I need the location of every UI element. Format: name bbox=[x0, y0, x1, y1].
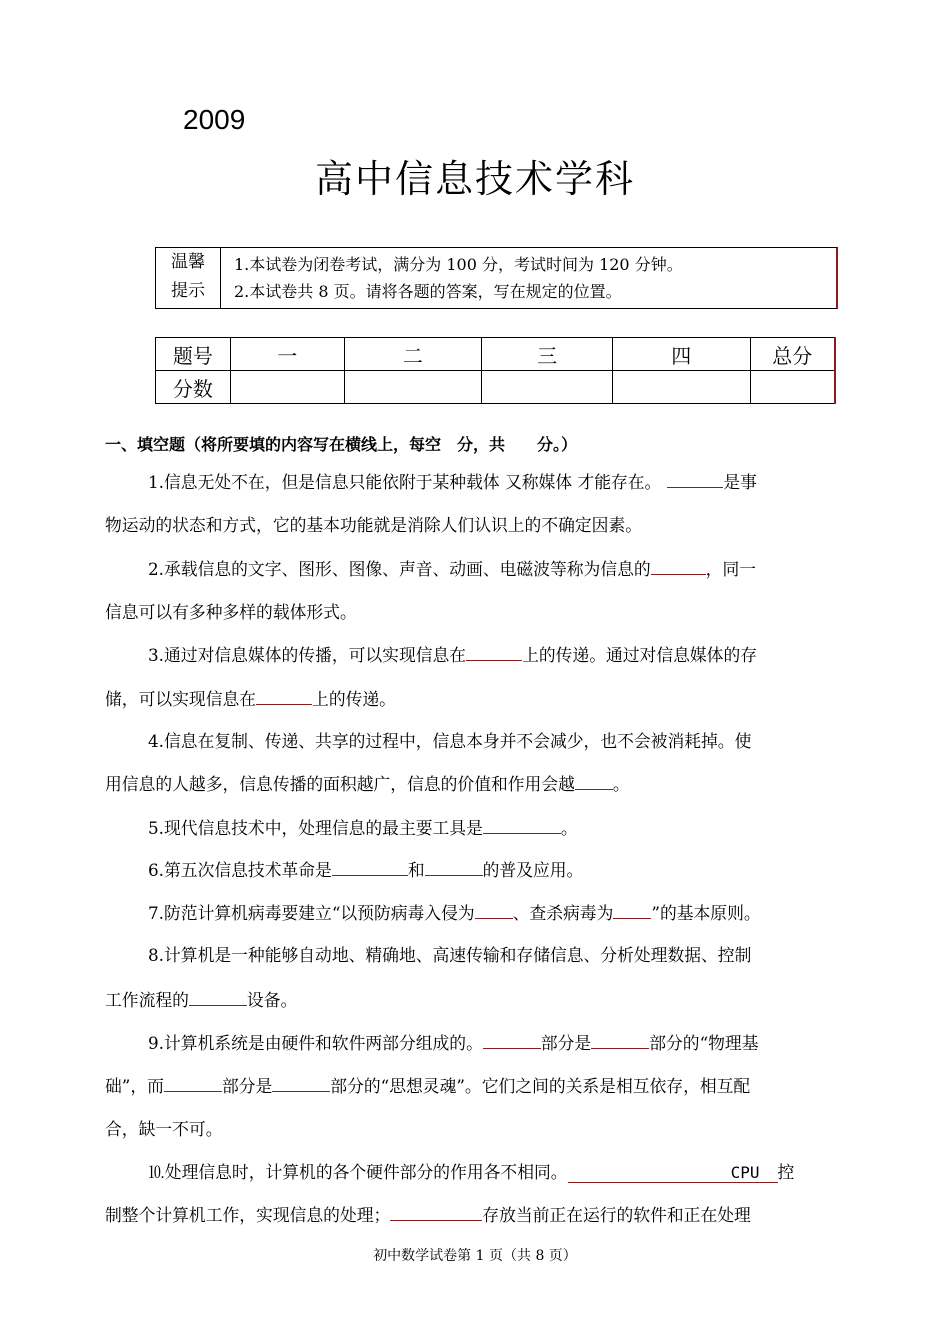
question-1-line1 bbox=[148, 469, 757, 493]
question-9-line3: 合，缺一不可。 bbox=[105, 1119, 223, 1139]
score-cell[interactable] bbox=[230, 371, 344, 404]
question-text: 存放当前正在运行的软件和正在处理 bbox=[482, 1205, 751, 1225]
question-9-line1 bbox=[148, 1030, 759, 1054]
question-text: 用信息的人越多，信息传播的面积越广，信息的价值和作用会越 bbox=[105, 774, 575, 794]
score-header-cell: 总分 bbox=[750, 338, 835, 371]
answer-blank[interactable] bbox=[667, 473, 723, 488]
score-row-label: 分数 bbox=[156, 371, 231, 404]
question-text: 部分是 bbox=[540, 1033, 592, 1053]
question-text: 和 bbox=[407, 860, 425, 880]
question-text: 础”，而 bbox=[105, 1076, 164, 1096]
question-9-line2 bbox=[105, 1073, 750, 1097]
question-text: 储，可以实现信息在 bbox=[105, 689, 257, 709]
tips-line2: 2.本试卷共 8 页。请将各题的答案，写在规定的位置。 bbox=[234, 282, 622, 301]
score-header-cell: 二 bbox=[344, 338, 482, 371]
score-cell[interactable] bbox=[482, 371, 613, 404]
question-3-line2 bbox=[105, 686, 396, 710]
question-text: 。 bbox=[560, 818, 578, 838]
question-8-line2 bbox=[105, 987, 297, 1011]
score-table-header-row bbox=[156, 338, 836, 371]
tips-line1: 1.本试卷为闭卷考试，满分为 100 分，考试时间为 120 分钟。 bbox=[234, 255, 683, 274]
tips-text bbox=[234, 251, 683, 305]
question-text: 设备。 bbox=[246, 990, 298, 1010]
tips-label-line2: 提示 bbox=[171, 281, 205, 301]
question-text: ⒑处理信息时，计算机的各个硬件部分的作用各不相同。 bbox=[148, 1162, 568, 1182]
question-text: 6.第五次信息技术革命是 bbox=[148, 860, 332, 880]
score-cell[interactable] bbox=[344, 371, 482, 404]
question-2-line2: 信息可以有多种多样的载体形式。 bbox=[105, 602, 357, 622]
question-3-line1 bbox=[148, 642, 757, 666]
score-header-cell: 题号 bbox=[156, 338, 231, 371]
question-text: 工作流程的 bbox=[105, 990, 189, 1010]
answer-blank[interactable] bbox=[256, 690, 312, 705]
answer-blank[interactable] bbox=[483, 819, 561, 834]
exam-title: 高中信息技术学科 bbox=[314, 157, 635, 201]
question-text: ”的基本原则。 bbox=[651, 903, 761, 923]
question-text: 7.防范计算机病毒要建立“以预防病毒入侵为 bbox=[148, 903, 475, 923]
question-text: 控 bbox=[777, 1162, 795, 1182]
answer-blank[interactable] bbox=[164, 1077, 222, 1092]
question-10-line1 bbox=[148, 1159, 794, 1183]
score-cell[interactable] bbox=[612, 371, 750, 404]
score-header-cell: 四 bbox=[612, 338, 750, 371]
answer-blank[interactable] bbox=[475, 904, 513, 919]
answer-blank[interactable] bbox=[613, 904, 651, 919]
question-text: 部分的“思想灵魂”。它们之间的关系是相互依存，相互配 bbox=[330, 1076, 751, 1096]
score-header-cell: 一 bbox=[230, 338, 344, 371]
question-2-line1 bbox=[148, 556, 756, 580]
answer-blank[interactable] bbox=[483, 1034, 541, 1049]
question-text: 是事 bbox=[723, 472, 757, 492]
question-text: 3.通过对信息媒体的传播，可以实现信息在 bbox=[148, 645, 467, 665]
question-text: 1.信息无处不在，但是信息只能依附于某种载体 又称媒体 才能存在。 bbox=[148, 472, 662, 492]
answer-blank[interactable] bbox=[272, 1077, 330, 1092]
question-6 bbox=[148, 857, 583, 881]
answer-blank[interactable] bbox=[575, 775, 613, 790]
question-text: 9.计算机系统是由硬件和软件两部分组成的。 bbox=[148, 1033, 483, 1053]
answer-blank[interactable] bbox=[651, 560, 706, 575]
exam-year: 2009 bbox=[183, 104, 246, 135]
question-text: 部分的“物理基 bbox=[649, 1033, 759, 1053]
question-1-line2: 物运动的状态和方式，它的基本功能就是消除人们认识上的不确定因素。 bbox=[105, 515, 643, 535]
question-text: 。 bbox=[612, 774, 630, 794]
question-text: 的普及应用。 bbox=[482, 860, 584, 880]
answer-blank[interactable] bbox=[189, 991, 247, 1006]
answer-blank[interactable] bbox=[332, 861, 408, 876]
question-text: 制整个计算机工作，实现信息的处理； bbox=[105, 1205, 391, 1225]
answer-blank[interactable] bbox=[390, 1206, 482, 1221]
section-1-title: 一、填空题（将所要填的内容写在横线上，每空 分，共 分。） bbox=[105, 435, 578, 454]
question-text: 部分是 bbox=[221, 1076, 273, 1096]
question-text: 、查杀病毒为 bbox=[512, 903, 614, 923]
question-text: ，同一 bbox=[705, 559, 757, 579]
answer-cpu[interactable]: CPU bbox=[568, 1163, 778, 1183]
tips-label bbox=[156, 248, 221, 308]
question-7 bbox=[148, 900, 761, 924]
score-table bbox=[155, 337, 836, 404]
tips-box bbox=[155, 247, 838, 309]
question-5 bbox=[148, 815, 578, 839]
answer-blank[interactable] bbox=[425, 861, 483, 876]
question-text: 2.承载信息的文字、图形、图像、声音、动画、电磁波等称为信息的 bbox=[148, 559, 651, 579]
question-8-line1: 8.计算机是一种能够自动地、精确地、高速传输和存储信息、分析处理数据、控制 bbox=[148, 945, 752, 965]
score-table-score-row bbox=[156, 371, 836, 404]
question-text: 5.现代信息技术中，处理信息的最主要工具是 bbox=[148, 818, 483, 838]
question-10-line2 bbox=[105, 1202, 751, 1226]
score-cell[interactable] bbox=[750, 371, 835, 404]
question-4-line2 bbox=[105, 771, 630, 795]
question-text: 上的传递。通过对信息媒体的存 bbox=[522, 645, 758, 665]
question-text: 上的传递。 bbox=[312, 689, 396, 709]
score-header-cell: 三 bbox=[482, 338, 613, 371]
answer-blank[interactable] bbox=[591, 1034, 649, 1049]
tips-label-line1: 温馨 bbox=[171, 252, 205, 272]
page-footer: 初中数学试卷第 1 页（共 8 页） bbox=[373, 1248, 577, 1264]
question-4-line1: 4.信息在复制、传递、共享的过程中，信息本身并不会减少，也不会被消耗掉。使 bbox=[148, 731, 752, 751]
answer-blank[interactable] bbox=[466, 646, 522, 661]
